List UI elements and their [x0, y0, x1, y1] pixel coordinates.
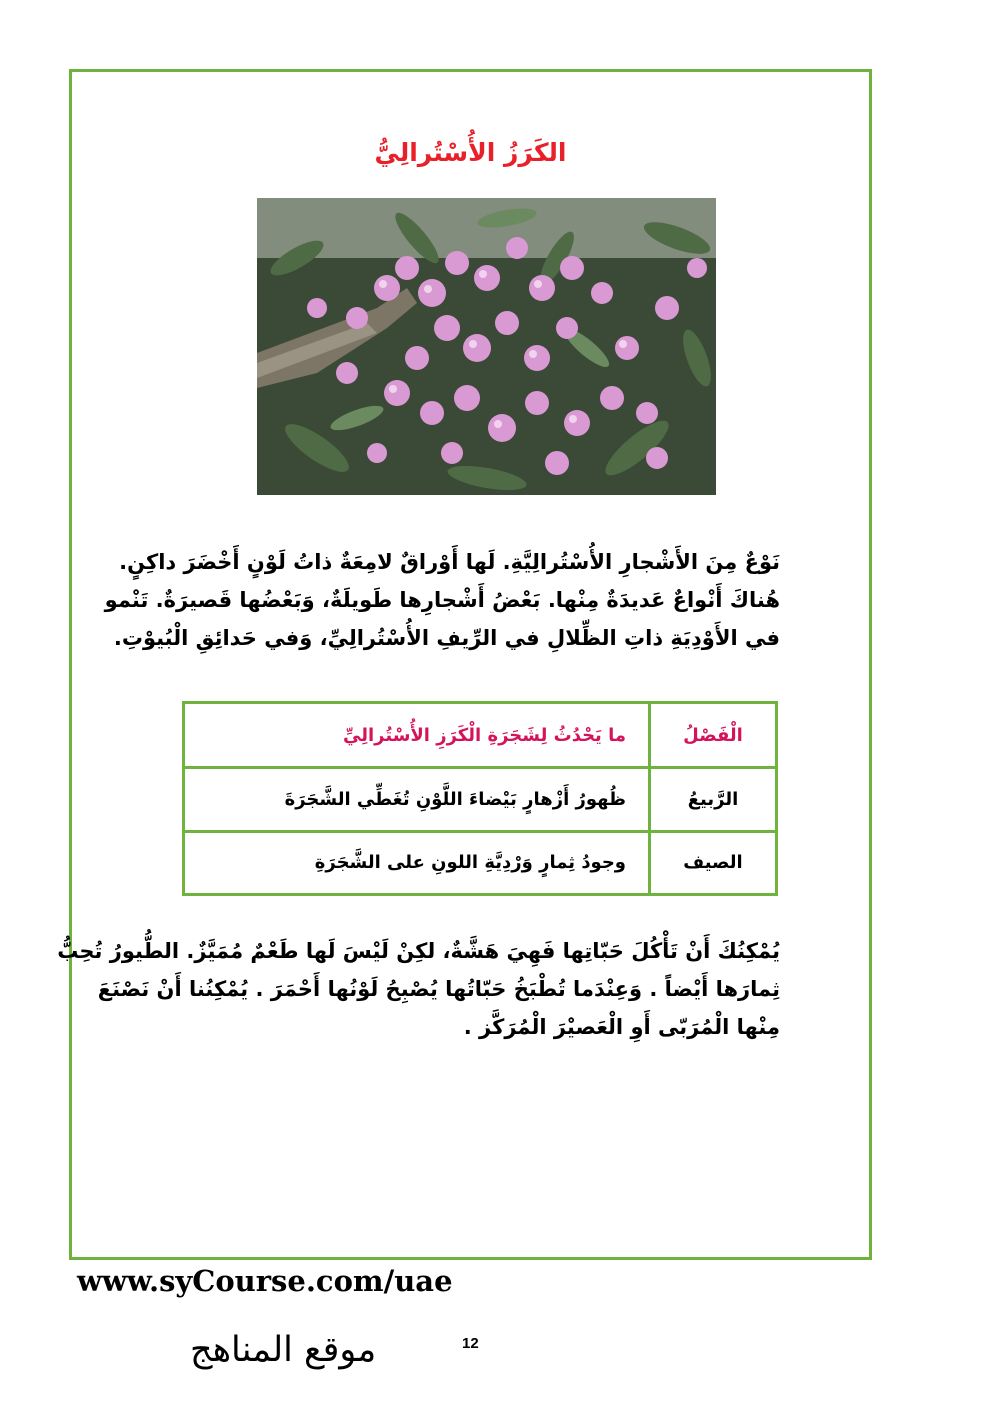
event-cell: وجودُ ثِمارٍ وَرْدِيَّةِ اللونِ على الشَّجَرَةِ [184, 831, 650, 894]
closing-paragraph [57, 932, 780, 1046]
cherry-photo [257, 198, 716, 495]
seasons-table [182, 701, 778, 896]
page-number: 12 [462, 1335, 479, 1352]
site-name: موقع المناهج [190, 1330, 377, 1370]
page-title: الكَرَزُ الأُسْتُرالِيُّ [374, 138, 567, 167]
closing-line: مِنْها الْمُرَبّى أَوِ الْعَصيْرَ الْمُرَكَّز . [463, 1015, 780, 1039]
berries-image [257, 198, 716, 495]
intro-line: نَوْعٌ مِنَ الأَشْجارِ الأُسْتُرالِيَّةِ. لَها أَوْراقٌ لامِعَةٌ ذاتُ لَوْنٍ أَخْضَرَ داكِنٍ. [119, 550, 780, 574]
season-cell: الرَّبيعُ [650, 768, 777, 831]
closing-line: ثِمارَها أَيْضاً . وَعِنْدَما تُطْبَخُ حَبّاتُها يُصْبِحُ لَوْنُها أَحْمَرَ . يُمْكِنُنا أَنْ نَصْنَعَ [97, 977, 780, 1001]
intro-paragraph [104, 543, 780, 657]
header-season: الْفَصْلُ [650, 703, 777, 768]
season-cell: الصيف [650, 831, 777, 894]
closing-line: يُمْكِنُكَ أَنْ تَأْكُلَ حَبّاتِها فَهِيَ هَشَّةٌ، لكِنْ لَيْسَ لَها طَعْمٌ مُمَيَّزٌ. الطُّيورُ تُحِبُّ [57, 939, 780, 963]
intro-line: هُناكَ أَنْواعٌ عَديدَةٌ مِنْها. بَعْضُ أَشْجارِها طَويلَةٌ، وَبَعْضُها قَصيرَةٌ. تَنْمو [104, 588, 780, 612]
footer-url[interactable]: www.syCourse.com/uae [77, 1264, 453, 1298]
table-header-row [184, 703, 777, 768]
event-cell: ظُهورُ أَزْهارٍ بَيْضاءَ اللَّوْنِ تُغَطِّي الشَّجَرَةَ [184, 768, 650, 831]
header-event: ما يَحْدُثُ لِشَجَرَةِ الْكَرَزِ الأُسْتُرالِيِّ [184, 703, 650, 768]
table-row [184, 831, 777, 894]
intro-line: في الأَوْدِيَةِ ذاتِ الظِّلالِ في الرِّيفِ الأُسْتُرالِيِّ، وَفي حَدائِقِ الْبُيوْتِ. [113, 626, 780, 650]
table-row [184, 768, 777, 831]
